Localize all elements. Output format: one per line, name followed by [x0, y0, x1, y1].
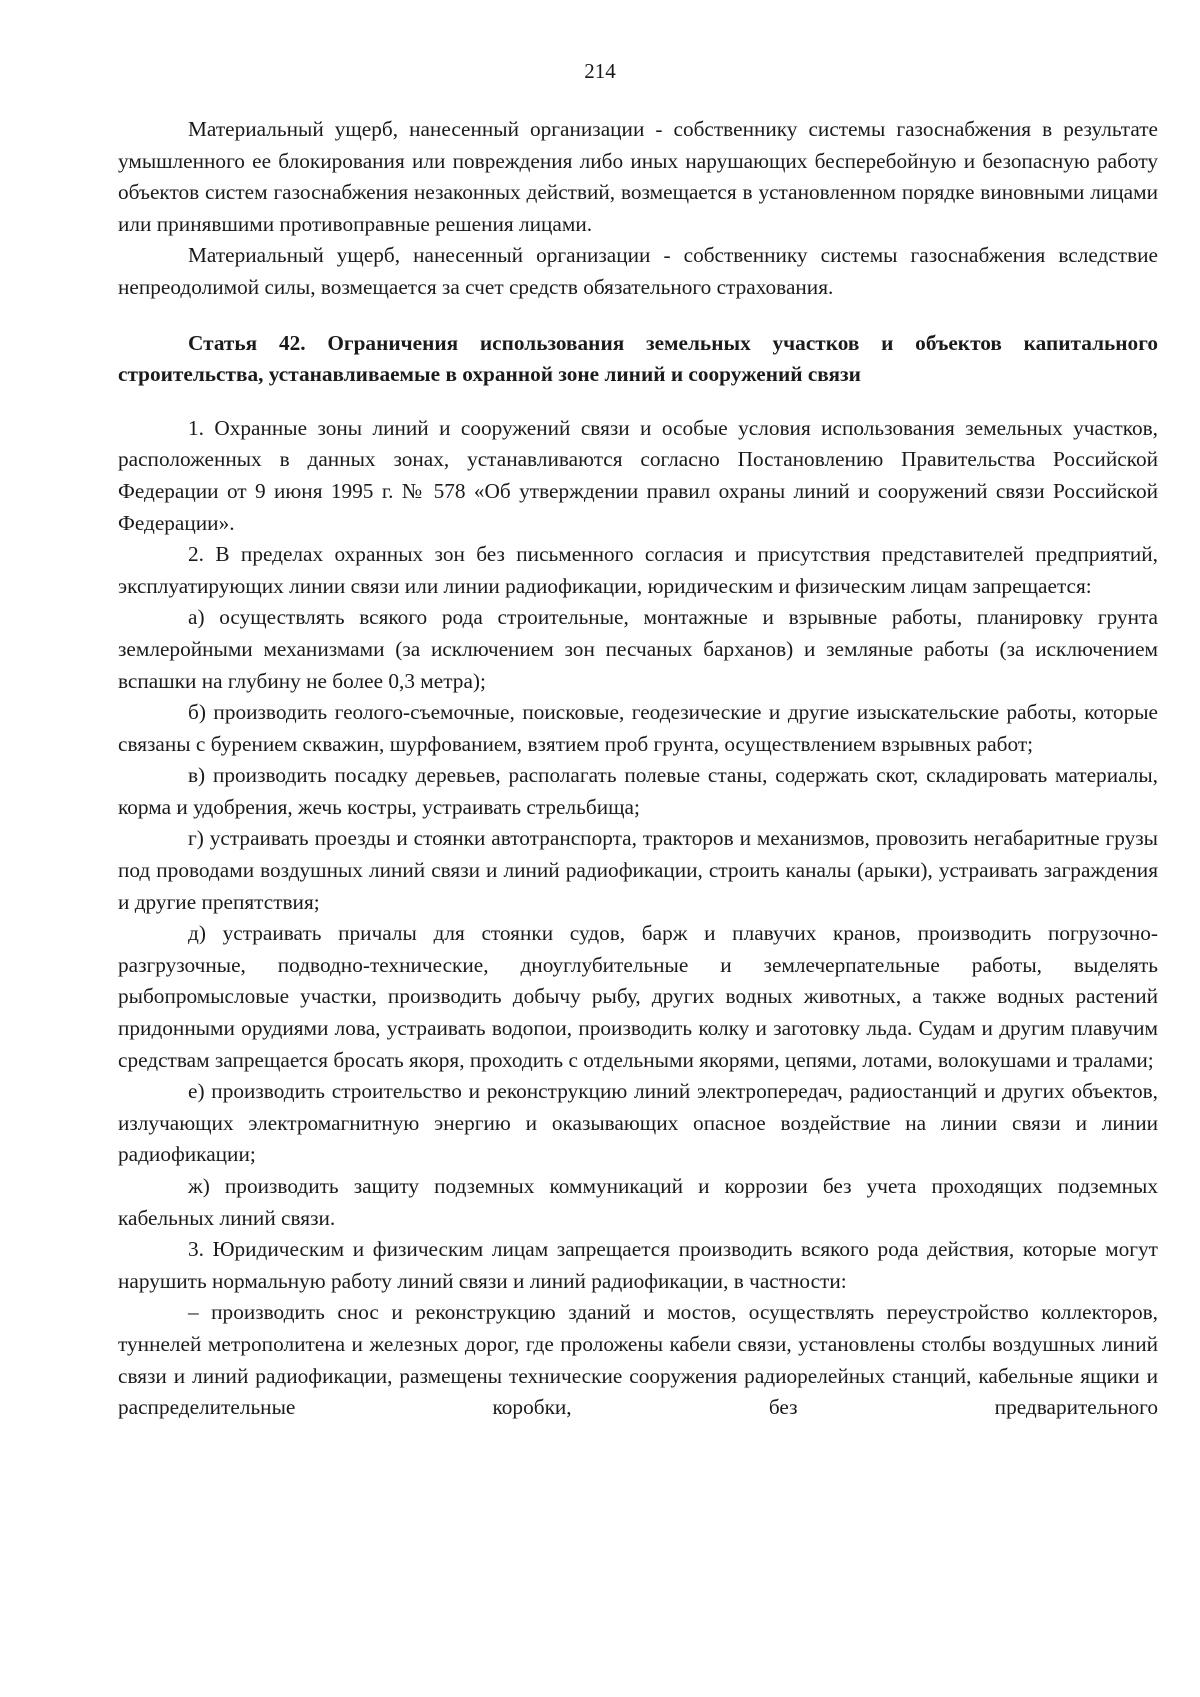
paragraph-item-2b: б) производить геолого-съемочные, поисковые, геодезические и другие изыскательские работы, которые связаны с бурением скважин, шурфованием, взятием проб грунта, осуществлением взрывных работ; — [118, 700, 1158, 756]
paragraph-damage-force-majeure: Материальный ущерб, нанесенный организации - собственнику системы газоснабжения вследствие непреодолимой силы, возмещается за счет средств обязательного страхования. — [118, 243, 1158, 299]
paragraph-item-2v: в) производить посадку деревьев, располагать полевые станы, содержать скот, складировать материалы, корма и удобрения, жечь костры, устраивать стрельбища; — [118, 763, 1158, 819]
page-number: 214 — [584, 59, 616, 83]
article-42-heading: Статья 42. Ограничения использования земельных участков и объектов капитального строительства, устанавливаемые в охранной зоне линий и сооружений связи — [118, 330, 1158, 387]
paragraph-item-2e: е) производить строительство и реконструкцию линий электропередач, радиостанций и других объектов, излучающих электромагнитную энергию и оказывающих опасное воздействие на линии связи и линии радиофикации; — [118, 1079, 1158, 1167]
paragraph-item-3: 3. Юридическим и физическим лицам запрещается производить всякого рода действия, которые могут нарушить нормальную работу линий связи и линий радиофикации, в частности: — [118, 1237, 1158, 1293]
paragraph-item-1: 1. Охранные зоны линий и сооружений связи и особые условия использования земельных участков, расположенных в данных зонах, устанавливаются согласно Постановлению Правительства Российской Федерации от 9 июня 1995 г. № 578 «Об утверждении правил охраны линий и сооружений связи Российской Федерации». — [118, 415, 1158, 535]
document-body — [118, 114, 1158, 1424]
paragraph-item-2zh: ж) производить защиту подземных коммуникаций и коррозии без учета проходящих подземных кабельных линий связи. — [118, 1174, 1158, 1230]
paragraph-item-2a: а) осуществлять всякого рода строительные, монтажные и взрывные работы, планировку грунта землеройными механизмами (за исключением зон песчаных барханов) и земляные работы (за исключением вспашки на глубину не более 0,3 метра); — [118, 605, 1158, 693]
paragraph-item-2d: д) устраивать причалы для стоянки судов, барж и плавучих кранов, производить погрузочно-разгрузочные, подводно-технические, дноуглубительные и землечерпательные работы, выделять рыбопромысловые участки, производить добычу рыбу, других водных животных, а также водных растений придонными орудиями лова, устраивать водопои, производить колку и заготовку льда. Судам и другим плавучим средствам запрещается бросать якоря, проходить с отдельными якорями, цепями, лотами, волокушами и тралами; — [118, 921, 1158, 1072]
paragraph-damage-intentional: Материальный ущерб, нанесенный организации - собственнику системы газоснабжения в результате умышленного ее блокирования или повреждения либо иных нарушающих бесперебойную и безопасную работу объектов систем газоснабжения незаконных действий, возмещается в установленном порядке виновными лицами или принявшими противоправные решения лицами. — [118, 117, 1158, 236]
paragraph-item-3-dash: – производить снос и реконструкцию зданий и мостов, осуществлять переустройство коллекторов, туннелей метрополитена и железных дорог, где проложены кабели связи, установлены столбы воздушных линий связи и линий радиофикации, размещены технические сооружения радиорелейных станций, кабельные ящики и распределительные коробки, без предварительного — [118, 1300, 1158, 1420]
paragraph-item-2g: г) устраивать проезды и стоянки автотранспорта, тракторов и механизмов, провозить негабаритные грузы под проводами воздушных линий связи и линий радиофикации, строить каналы (арыки), устраивать заграждения и другие препятствия; — [118, 826, 1158, 914]
paragraph-item-2: 2. В пределах охранных зон без письменного согласия и присутствия представителей предприятий, эксплуатирующих линии связи или линии радиофикации, юридическим и физическим лицам запрещается: — [118, 542, 1158, 598]
